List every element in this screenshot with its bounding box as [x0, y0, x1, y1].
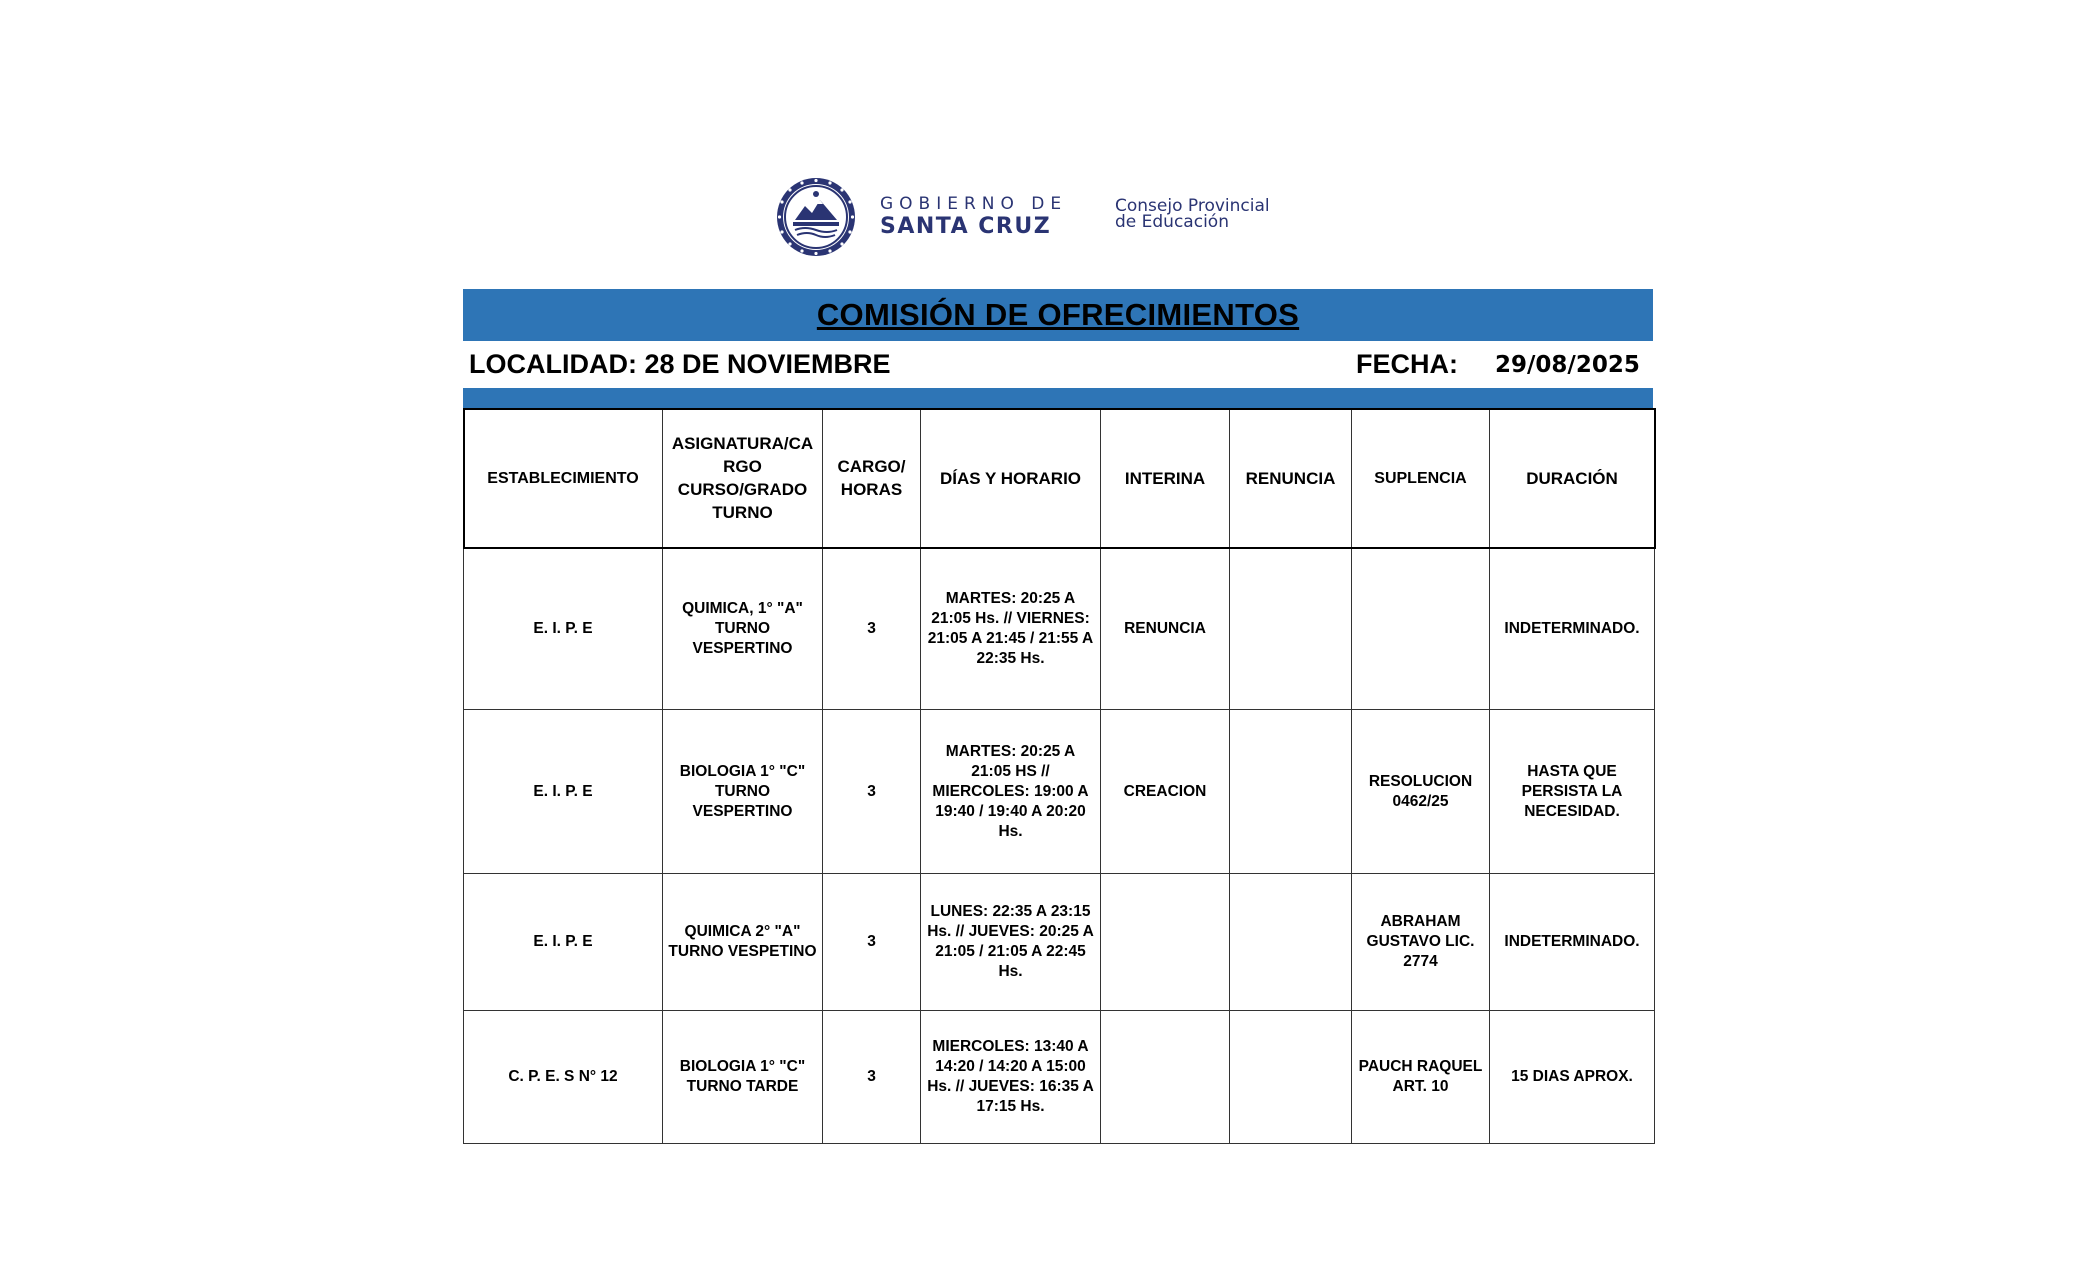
cell-interina	[1101, 874, 1230, 1011]
cell-suplencia: PAUCH RAQUEL ART. 10	[1352, 1011, 1490, 1144]
cell-duracion: INDETERMINADO.	[1490, 874, 1655, 1011]
cell-renuncia	[1230, 874, 1352, 1011]
province-seal-icon	[775, 176, 857, 258]
cell-establecimiento: E. I. P. E	[464, 874, 663, 1011]
info-row	[463, 342, 1653, 386]
cell-suplencia: RESOLUCION 0462/25	[1352, 710, 1490, 874]
column-header-renuncia: RENUNCIA	[1230, 409, 1352, 548]
table-header-row	[464, 409, 1655, 548]
government-logo	[775, 176, 1335, 258]
cell-renuncia	[1230, 548, 1352, 710]
cell-establecimiento: E. I. P. E	[464, 710, 663, 874]
table-row	[464, 710, 1655, 874]
column-header-cargo-horas: CARGO/ HORAS	[823, 409, 921, 548]
cell-renuncia	[1230, 1011, 1352, 1144]
government-name	[880, 196, 1067, 238]
cell-interina: RENUNCIA	[1101, 548, 1230, 710]
cell-renuncia	[1230, 710, 1352, 874]
cell-establecimiento: C. P. E. S N° 12	[464, 1011, 663, 1144]
locality-label: LOCALIDAD: 28 DE NOVIEMBRE	[469, 349, 891, 379]
column-header-suplencia: SUPLENCIA	[1352, 409, 1490, 548]
cell-asignatura: BIOLOGIA 1° "C" TURNO VESPERTINO	[663, 710, 823, 874]
separator-strip	[463, 388, 1653, 408]
government-line-1: GOBIERNO DE	[880, 194, 1068, 214]
cell-horario: LUNES: 22:35 A 23:15 Hs. // JUEVES: 20:25 A 21:05 / 21:05 A 22:45 Hs.	[921, 874, 1101, 1011]
table-row	[464, 548, 1655, 710]
cell-interina	[1101, 1011, 1230, 1144]
date-label: FECHA:	[1356, 349, 1458, 379]
column-header-asignatura: ASIGNATURA/CA RGO CURSO/GRADO TURNO	[663, 409, 823, 548]
cell-interina: CREACION	[1101, 710, 1230, 874]
cell-horas: 3	[823, 1011, 921, 1144]
cell-horas: 3	[823, 874, 921, 1011]
cell-establecimiento: E. I. P. E	[464, 548, 663, 710]
council-name	[1115, 198, 1270, 230]
column-header-duracion: DURACIÓN	[1490, 409, 1655, 548]
table-row	[464, 874, 1655, 1011]
government-line-2: SANTA CRUZ	[880, 214, 1052, 239]
cell-asignatura: QUIMICA 2° "A" TURNO VESPETINO	[663, 874, 823, 1011]
cell-suplencia: ABRAHAM GUSTAVO LIC. 2774	[1352, 874, 1490, 1011]
cell-horario: MARTES: 20:25 A 21:05 Hs. // VIERNES: 21:05 A 21:45 / 21:55 A 22:35 Hs.	[921, 548, 1101, 710]
cell-suplencia	[1352, 548, 1490, 710]
cell-asignatura: QUIMICA, 1° "A" TURNO VESPERTINO	[663, 548, 823, 710]
column-header-interina: INTERINA	[1101, 409, 1230, 548]
date-value: 29/08/2025	[1495, 352, 1640, 378]
cell-duracion: HASTA QUE PERSISTA LA NECESIDAD.	[1490, 710, 1655, 874]
page-title: COMISIÓN DE OFRECIMIENTOS	[816, 297, 1300, 332]
cell-duracion: 15 DIAS APROX.	[1490, 1011, 1655, 1144]
table-row	[464, 1011, 1655, 1144]
cell-horario: MIERCOLES: 13:40 A 14:20 / 14:20 A 15:00 Hs. // JUEVES: 16:35 A 17:15 Hs.	[921, 1011, 1101, 1144]
cell-duracion: INDETERMINADO.	[1490, 548, 1655, 710]
column-header-establecimiento: ESTABLECIMIENTO	[464, 409, 663, 548]
offers-table	[463, 408, 1655, 1144]
cell-horas: 3	[823, 710, 921, 874]
cell-asignatura: BIOLOGIA 1° "C" TURNO TARDE	[663, 1011, 823, 1144]
council-line-2: de Educación	[1115, 212, 1229, 232]
cell-horas: 3	[823, 548, 921, 710]
title-bar	[463, 289, 1653, 341]
council-line-1: Consejo Provincial	[1115, 196, 1270, 216]
column-header-dias-horario: DÍAS Y HORARIO	[921, 409, 1101, 548]
cell-horario: MARTES: 20:25 A 21:05 HS // MIERCOLES: 19:00 A 19:40 / 19:40 A 20:20 Hs.	[921, 710, 1101, 874]
